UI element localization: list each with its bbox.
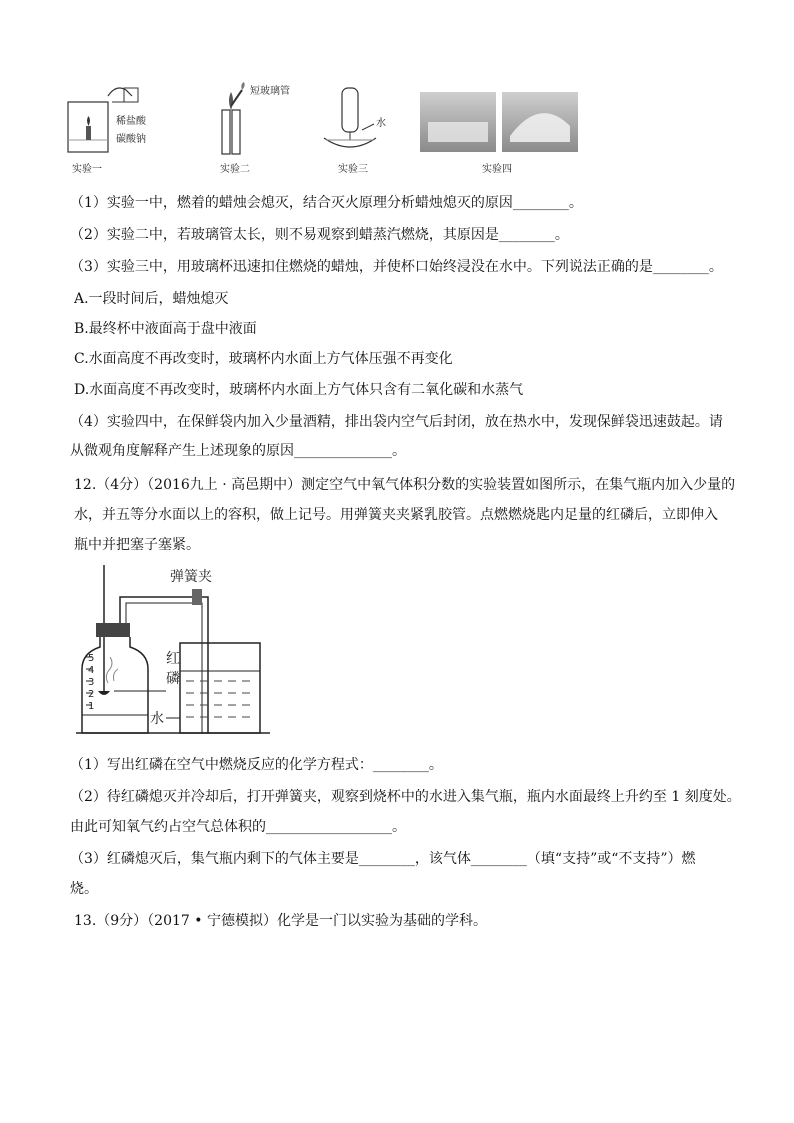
label-short-glass-tube: 短玻璃管 — [250, 86, 290, 97]
experiment-figures-row — [64, 80, 584, 180]
q11-option-a: A.一段时间后，蜡烛熄灭 — [74, 291, 229, 307]
caption-experiment-2: 实验二 — [220, 164, 250, 175]
caption-experiment-4: 实验四 — [482, 164, 512, 175]
label-dilute-acid: 稀盐酸 — [116, 116, 146, 127]
q12-part2-line1: （2）待红磷熄灭并冷却后，打开弹簧夹，观察到烧杯中的水进入集气瓶，瓶内水面最终上升约至 1 刻度处。 — [70, 789, 741, 805]
q11-part4-line2: 从微观角度解释产生上述现象的原因______________。 — [70, 443, 406, 459]
q11-part4-line1: （4）实验四中，在保鲜袋内加入少量酒精，排出袋内空气后封闭，放在热水中，发现保鲜袋迅速鼓起。请 — [70, 414, 723, 430]
bottle-mark-2: 2 — [88, 689, 95, 700]
q12-part1: （1）写出红磷在空气中燃烧反应的化学方程式：________。 — [70, 757, 443, 773]
experiment-3-figure — [318, 80, 418, 180]
bottle-mark-3: 3 — [88, 677, 95, 688]
q12-stem-line2: 水，并五等分水面以上的容积，做上记号。用弹簧夹夹紧乳胶管。点燃燃烧匙内足量的红磷后，立即伸入 — [74, 507, 718, 523]
caption-experiment-1: 实验一 — [72, 164, 102, 175]
q11-option-b: B.最终杯中液面高于盘中液面 — [74, 321, 257, 337]
experiment-2-figure — [212, 80, 312, 180]
q12-part2-line2: 由此可知氧气约占空气总体积的__________________。 — [70, 819, 406, 835]
caption-experiment-3: 实验三 — [338, 164, 368, 175]
experiment-4-figure — [420, 92, 580, 180]
q11-part3: （3）实验三中，用玻璃杯迅速扣住燃烧的蜡烛，并使杯口始终浸没在水中。下列说法正确的是________。 — [70, 259, 723, 275]
q12-part3-line2: 烧。 — [70, 881, 98, 897]
label-sodium-carbonate: 碳酸钠 — [116, 134, 146, 145]
label-red-phos-2: 磷 — [166, 671, 180, 687]
q13-stem: 13.（9分）（2017 • 宁德模拟）化学是一门以实验为基础的学科。 — [74, 913, 487, 929]
q11-part1: （1）实验一中，燃着的蜡烛会熄灭，结合灭火原理分析蜡烛熄灭的原因________。 — [70, 195, 583, 211]
q12-stem-line3: 瓶中并把塞子塞紧。 — [74, 537, 200, 553]
experiment-1-figure — [64, 80, 174, 180]
label-red-phos-1: 红 — [166, 651, 180, 667]
label-water-exp3: 水 — [376, 118, 386, 129]
q11-option-c: C.水面高度不再改变时，玻璃杯内水面上方气体压强不再变化 — [74, 351, 453, 367]
q11-option-d: D.水面高度不再改变时，玻璃杯内水面上方气体只含有二氧化碳和水蒸气 — [74, 382, 524, 398]
bottle-mark-1: 1 — [88, 701, 95, 712]
label-spring-clamp: 弹簧夹 — [170, 569, 212, 585]
q11-part2: （2）实验二中，若玻璃管太长，则不易观察到蜡蒸汽燃烧，其原因是________。 — [70, 227, 569, 243]
q12-stem-line1: 12.（4分）（2016九上 · 高邑期中）测定空气中氧气体积分数的实验装置如图所示，在集气瓶内加入少量的 — [74, 477, 736, 493]
bottle-mark-4: 4 — [88, 665, 95, 676]
bottle-mark-5: 5 — [88, 653, 95, 664]
q12-apparatus-figure — [74, 563, 274, 738]
q12-part3-line1: （3）红磷熄灭后，集气瓶内剩下的气体主要是________，该气体________（填“支持”或“不支持”）燃 — [70, 851, 696, 867]
label-water-q12: 水 — [150, 711, 164, 727]
